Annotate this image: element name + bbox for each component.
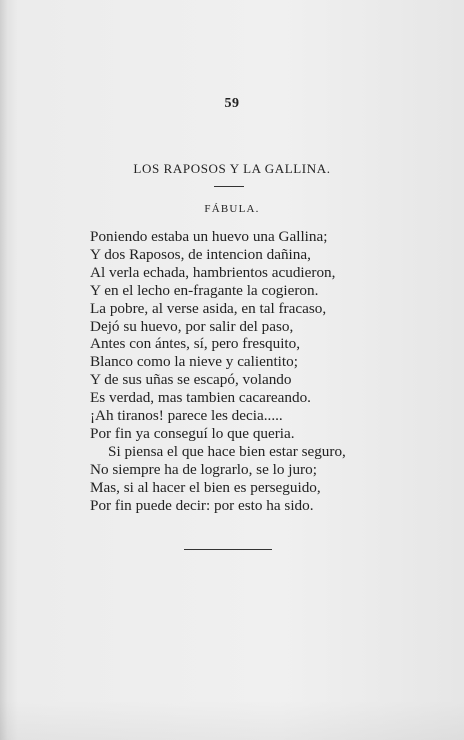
poem-line: Y en el lecho en-fragante la cogieron. — [90, 281, 319, 299]
poem-line: Poniendo estaba un huevo una Gallina; — [90, 228, 328, 245]
poem-line: Si piensa el que hace bien estar seguro, — [108, 442, 346, 460]
poem-body — [90, 228, 380, 515]
page-number: 59 — [224, 96, 240, 111]
poem-line: No siempre ha de lograrlo, se lo juro; — [90, 460, 317, 478]
poem-line: Antes con ántes, sí, pero fresquito, — [90, 335, 301, 353]
poem-line: Mas, si al hacer el bien es perseguido, — [90, 478, 321, 496]
poem-title: LOS RAPOSOS Y LA GALLINA. — [133, 161, 331, 176]
title-divider — [214, 186, 244, 187]
poem-line: Blanco como la nieve y calientito; — [90, 353, 298, 371]
poem-line: Por fin ya conseguí lo que queria. — [90, 424, 295, 442]
poem-subtitle: FÁBULA. — [204, 203, 260, 215]
page-shading — [0, 700, 464, 740]
poem-line: ¡Ah tiranos! parece les decia..... — [90, 407, 283, 425]
poem-line: La pobre, al verse asida, en tal fracaso, — [90, 299, 327, 317]
poem-line: Es verdad, mas tambien cacareando. — [90, 389, 311, 407]
poem-line: Al verla echada, hambrientos acudieron, — [90, 263, 336, 281]
poem-line: Y de sus uñas se escapó, volando — [90, 371, 292, 389]
end-divider — [184, 549, 272, 550]
poem-line: Y dos Raposos, de intencion dañina, — [90, 245, 311, 263]
poem-line: Dejó su huevo, por salir del paso, — [90, 317, 294, 335]
poem-line: Por fin puede decir: por esto ha sido. — [90, 496, 314, 514]
